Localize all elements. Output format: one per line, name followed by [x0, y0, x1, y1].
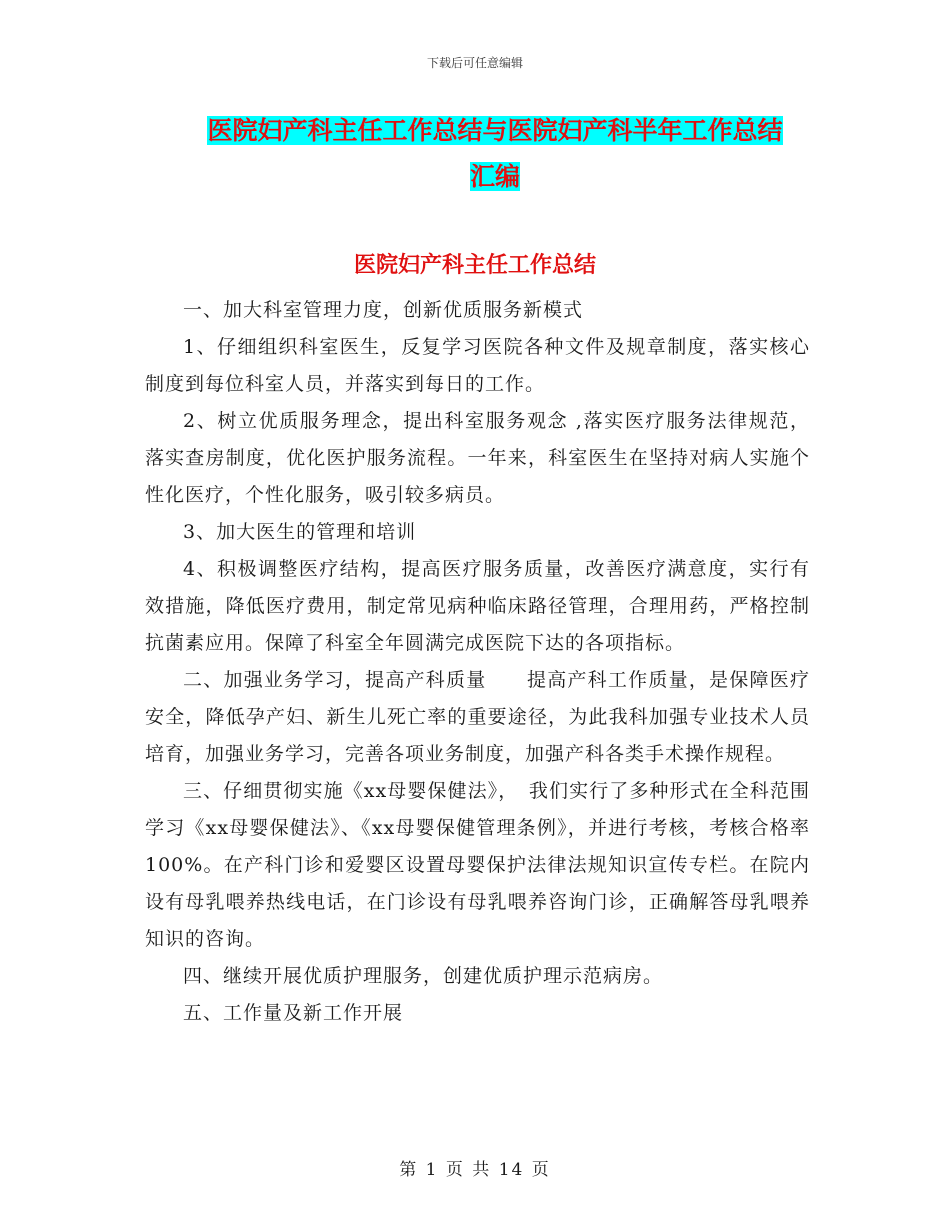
paragraph: 4、积极调整医疗结构，提高医疗服务质量，改善医疗满意度，实行有效措施，降低医疗费用，制定常见病种临床路径管理，合理用药，严格控制抗菌素应用。保障了科室全年圆满完成医院下达的各项指标。	[145, 558, 810, 654]
paragraph: 3、加大医生的管理和培训	[183, 521, 417, 543]
document-title-line2: 汇编	[469, 162, 520, 191]
paragraph: 1、仔细组织科室医生，反复学习医院各种文件及规章制度，落实核心制度到每位科室人员，并落实到每日的工作。	[145, 336, 810, 395]
paragraph: 三、仔细贯彻实施《xx母婴保健法》， 我们实行了多种形式在全科范围学习《xx母婴保健法》、《xx母婴保健管理条例》，并进行考核，考核合格率100%。在产科门诊和爱婴区设置母婴保护法律法规知识宣传专栏。在院内设有母乳喂养热线电话，在门诊设有母乳喂养咨询门诊，正确解答母乳喂养知识的咨询。	[145, 780, 810, 950]
document-body	[145, 292, 810, 1032]
paragraph: 一、加大科室管理力度，创新优质服务新模式	[183, 299, 584, 321]
document-title	[150, 108, 840, 200]
section-title: 医院妇产科主任工作总结	[353, 253, 596, 278]
paragraph: 四、继续开展优质护理服务，创建优质护理示范病房。	[183, 965, 664, 987]
paragraph: 二、加强业务学习，提高产科质量 提高产科工作质量，是保障医疗安全，降低孕产妇、新生儿死亡率的重要途径，为此我科加强专业技术人员培育，加强业务学习，完善各项业务制度，加强产科各类手术操作规程。	[145, 669, 810, 765]
paragraph: 五、工作量及新工作开展	[183, 1002, 404, 1024]
header-note: 下载后可任意编辑	[426, 56, 523, 70]
page-number-footer: 第 1 页 共 14 页	[399, 1160, 551, 1180]
paragraph: 2、树立优质服务理念，提出科室服务观念 ,落实医疗服务法律规范，落实查房制度，优化医护服务流程。一年来，科室医生在坚持对病人实施个性化医疗，个性化服务，吸引较多病员。	[145, 410, 810, 506]
document-title-line1: 医院妇产科主任工作总结与医院妇产科半年工作总结	[207, 116, 783, 145]
